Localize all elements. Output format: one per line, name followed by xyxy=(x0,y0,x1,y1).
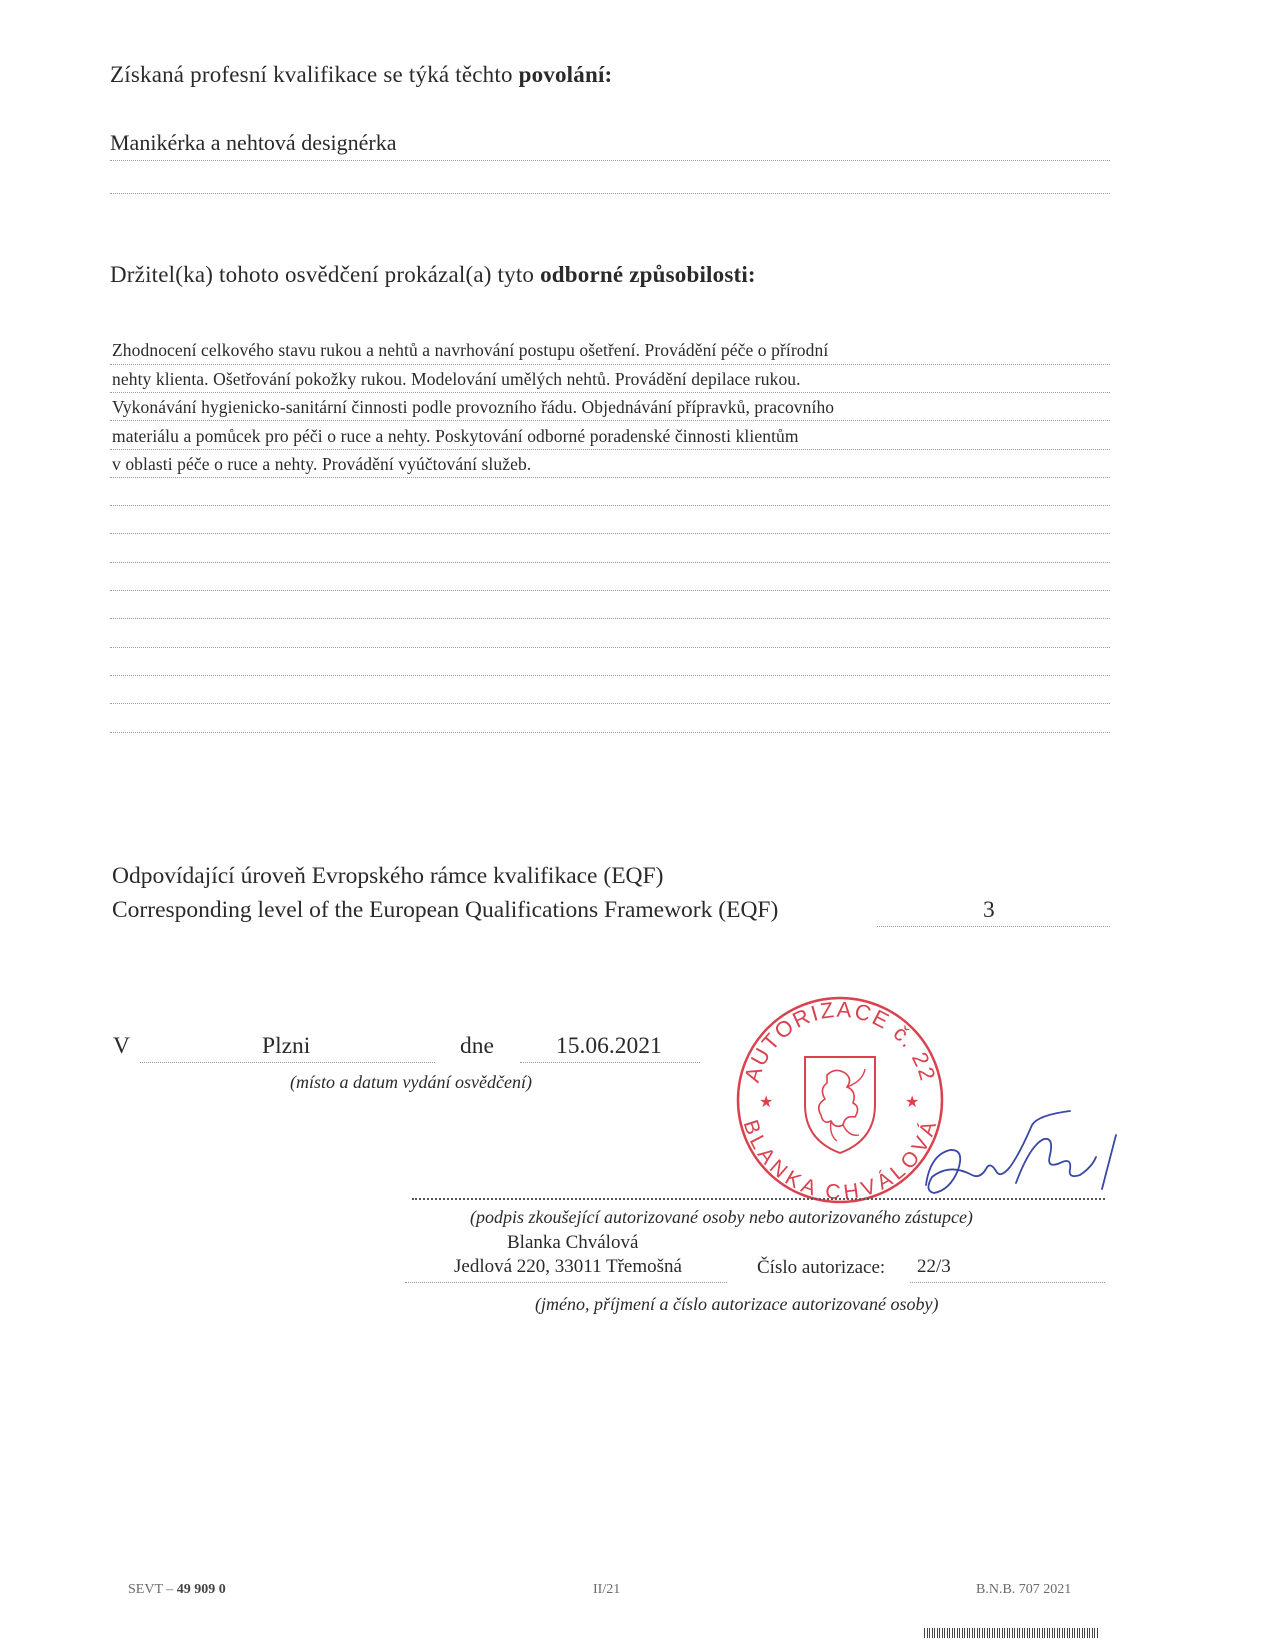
signature-caption: (podpis zkoušející autorizované osoby nebo autorizovaného zástupce) xyxy=(470,1207,973,1227)
signature-line xyxy=(412,1198,1105,1200)
footer-edition: II/21 xyxy=(593,1582,621,1597)
authorization-number-label: Číslo autorizace: xyxy=(757,1257,886,1278)
footer-printer-code: B.N.B. 707 2021 xyxy=(976,1582,1072,1597)
eqf-label-en: Corresponding level of the European Qualifications Framework (EQF) xyxy=(112,897,779,923)
competences-heading xyxy=(110,262,756,288)
dotted-line xyxy=(110,562,1110,563)
stamp-star-right: ★ xyxy=(905,1092,920,1111)
competences-text xyxy=(112,336,834,479)
stamp-star-left: ★ xyxy=(759,1092,774,1111)
occupation-heading-bold: povolání: xyxy=(518,62,613,87)
dotted-line xyxy=(110,505,1110,506)
dotted-line xyxy=(110,618,1110,619)
dotted-line xyxy=(140,1062,435,1063)
competence-line: v oblasti péče o ruce a nehty. Provádění vyúčtování služeb. xyxy=(112,454,532,474)
dotted-line xyxy=(110,160,1110,161)
dotted-line xyxy=(110,193,1110,194)
authorized-person-address: Jedlová 220, 33011 Třemošná xyxy=(454,1256,682,1277)
authorized-person-name: Blanka Chválová xyxy=(507,1232,639,1253)
dotted-line xyxy=(110,364,1110,365)
dotted-line xyxy=(877,926,1110,927)
dotted-line xyxy=(110,477,1110,478)
issue-caption: (místo a datum vydání osvědčení) xyxy=(290,1072,532,1092)
issue-place: Plzni xyxy=(262,1033,311,1059)
stamp-top-text: AUTORIZACE č. 22 xyxy=(739,996,941,1086)
competence-line: materiálu a pomůcek pro péči o ruce a nehty. Poskytování odborné poradenské činnosti klientům xyxy=(112,425,799,446)
competences-heading-text: Držitel(ka) tohoto osvědčení prokázal(a) tyto xyxy=(110,262,541,287)
occupation-heading-text: Získaná profesní kvalifikace se týká těchto xyxy=(110,62,519,87)
competence-line: Zhodnocení celkového stavu rukou a nehtů a navrhování postupu ošetření. Provádění péče o přírodní xyxy=(112,340,829,360)
stamp-bottom-text: BLANKA CHVÁLOVÁ xyxy=(738,1117,942,1205)
svg-text:BLANKA CHVÁLOVÁ xyxy=(739,1117,942,1204)
dotted-line xyxy=(910,1282,1105,1283)
dotted-line xyxy=(110,392,1110,393)
dotted-line xyxy=(110,533,1110,534)
competence-line: nehty klienta. Ošetřování pokožky rukou. Modelování umělých nehtů. Provádění depilace rukou. xyxy=(112,368,801,389)
authorization-stamp xyxy=(735,995,945,1205)
authorized-person-caption: (jméno, příjmení a číslo autorizace autorizované osoby) xyxy=(535,1294,939,1314)
eqf-label-cz: Odpovídající úroveň Evropského rámce kvalifikace (EQF) xyxy=(112,863,664,889)
dotted-line xyxy=(110,420,1110,421)
footer-form-number: 49 909 0 xyxy=(176,1582,226,1597)
dotted-line xyxy=(110,590,1110,591)
handwritten-signature xyxy=(920,1105,1125,1205)
place-prefix: V xyxy=(113,1033,130,1059)
occupation-value: Manikérka a nehtová designérka xyxy=(110,130,397,155)
barcode-strip xyxy=(924,1628,1099,1638)
eqf-level-value: 3 xyxy=(983,897,995,923)
dotted-line xyxy=(405,1282,727,1283)
authorization-number: 22/3 xyxy=(917,1256,951,1277)
competence-line: Vykonávání hygienicko-sanitární činnosti podle provozního řádu. Objednávání přípravků, pracovního xyxy=(112,397,835,417)
svg-text:AUTORIZACE č. 22 xyxy=(739,997,941,1085)
date-label: dne xyxy=(460,1033,494,1059)
dotted-line xyxy=(110,449,1110,450)
occupation-heading xyxy=(110,62,612,88)
dotted-line xyxy=(110,732,1110,733)
issue-date: 15.06.2021 xyxy=(556,1033,662,1059)
competences-heading-bold: odborné způsobilosti: xyxy=(540,262,756,287)
dotted-line xyxy=(110,675,1110,676)
dotted-line xyxy=(520,1062,700,1063)
footer-form-prefix: SEVT – xyxy=(128,1582,177,1597)
footer-form-code xyxy=(128,1582,226,1598)
dotted-line xyxy=(110,703,1110,704)
dotted-line xyxy=(110,647,1110,648)
czech-lion-coat-of-arms-icon xyxy=(805,1057,875,1153)
